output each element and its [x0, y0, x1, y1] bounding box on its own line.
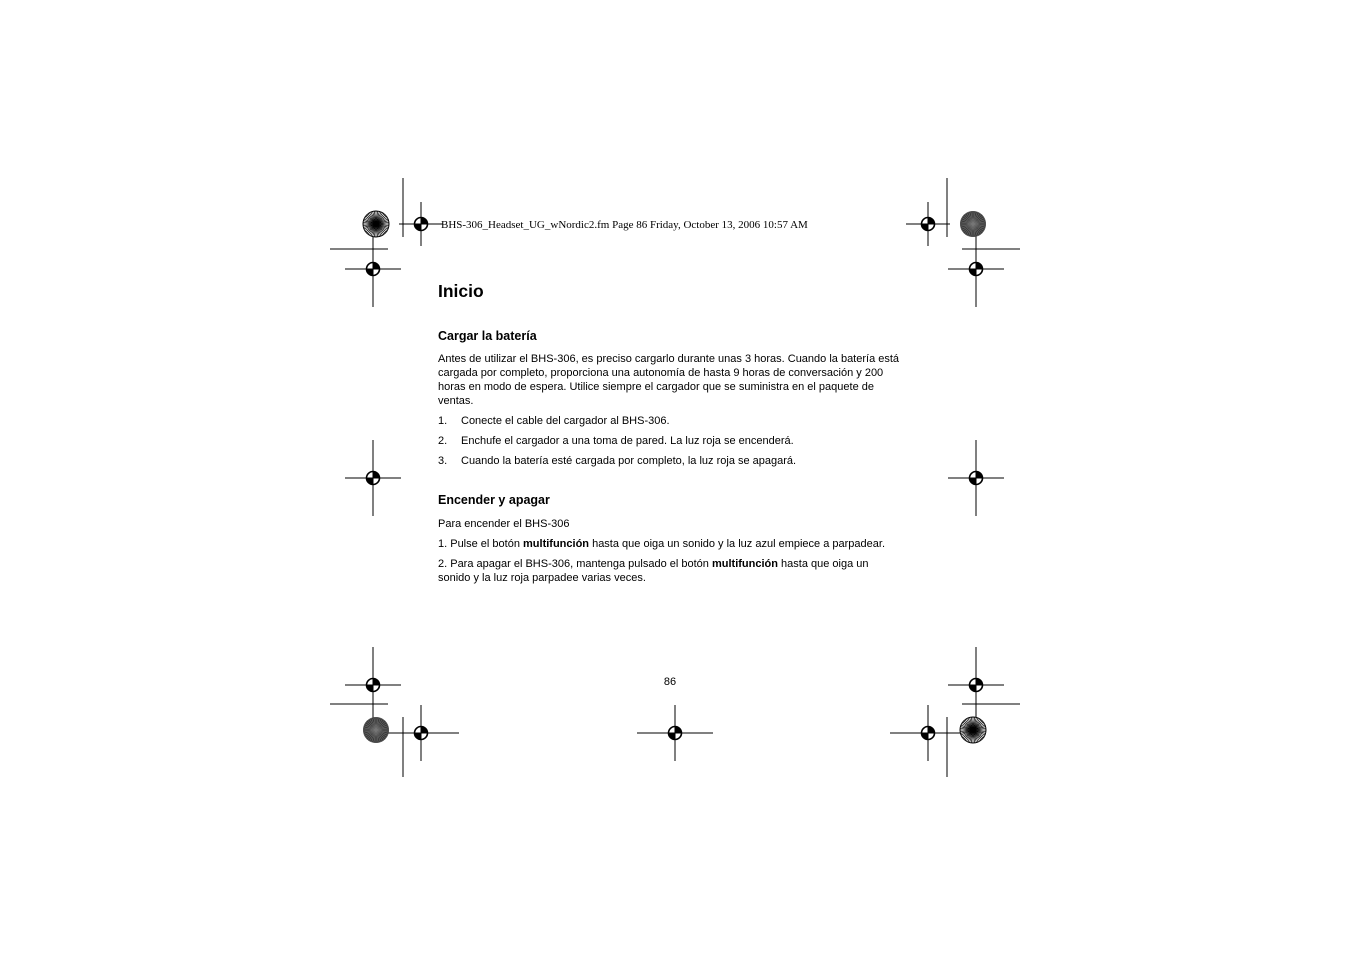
step-text: 1. Pulse el botón	[438, 538, 524, 550]
registration-mark	[345, 231, 401, 307]
step-number: 3.	[438, 455, 448, 467]
page-number: 86	[663, 676, 677, 688]
step-text: Conecte el cable del cargador al BHS-306.	[461, 415, 670, 427]
text-line: ventas.	[438, 395, 474, 407]
multifunction-button-term: multifunción	[523, 538, 590, 550]
star-target-mark	[363, 717, 389, 743]
step-number: 1.	[438, 415, 448, 427]
star-target-mark	[960, 211, 986, 237]
step-text: hasta que oiga un	[777, 558, 869, 570]
registration-mark	[383, 705, 459, 761]
text-line: Antes de utilizar el BHS-306, es preciso cargarlo durante unas 3 horas. Cuando la batería está	[438, 353, 900, 365]
charging-intro-paragraph	[438, 352, 908, 408]
step-text: 2. Para apagar el BHS-306, mantenga pulsado el botón	[438, 558, 712, 570]
step-number: 2.	[438, 435, 448, 447]
file-info-header: BHS-306_Headset_UG_wNordic2.fm Page 86 Friday, October 13, 2006 10:57 AM	[441, 219, 808, 231]
registration-mark	[345, 647, 401, 723]
star-target-mark	[363, 211, 389, 237]
power-step-1	[438, 537, 908, 551]
text-line: cargada por completo, proporciona una autonomía de hasta 9 horas de conversación y 200	[438, 367, 884, 379]
section-heading-charging: Cargar la batería	[438, 329, 537, 343]
registration-mark	[948, 231, 1004, 307]
step-text: hasta que oiga un sonido y la luz azul empiece a parpadear.	[589, 538, 885, 550]
multifunction-button-term: multifunción	[711, 558, 778, 570]
power-intro: Para encender el BHS-306	[438, 518, 570, 530]
text-line: sonido y la luz roja parpadee varias veces.	[438, 572, 646, 584]
charging-step-2	[438, 434, 908, 448]
registration-mark	[637, 705, 713, 761]
charging-step-3	[438, 454, 908, 468]
registration-mark	[399, 202, 443, 246]
text-line	[438, 557, 908, 571]
power-step-2	[438, 557, 908, 585]
charging-step-1	[438, 414, 908, 428]
step-text: Cuando la batería esté cargada por completo, la luz roja se apagará.	[461, 455, 797, 467]
star-target-mark	[960, 717, 986, 743]
registration-mark	[890, 705, 966, 761]
registration-mark	[948, 647, 1004, 723]
registration-mark	[345, 440, 401, 516]
section-heading-power: Encender y apagar	[438, 493, 550, 507]
page-title: Inicio	[438, 281, 484, 301]
registration-mark	[948, 440, 1004, 516]
registration-mark	[906, 202, 950, 246]
step-text: Enchufe el cargador a una toma de pared. La luz roja se encenderá.	[461, 435, 794, 447]
text-line: horas en modo de espera. Utilice siempre el cargador que se suministra en el paquete de	[438, 381, 874, 393]
